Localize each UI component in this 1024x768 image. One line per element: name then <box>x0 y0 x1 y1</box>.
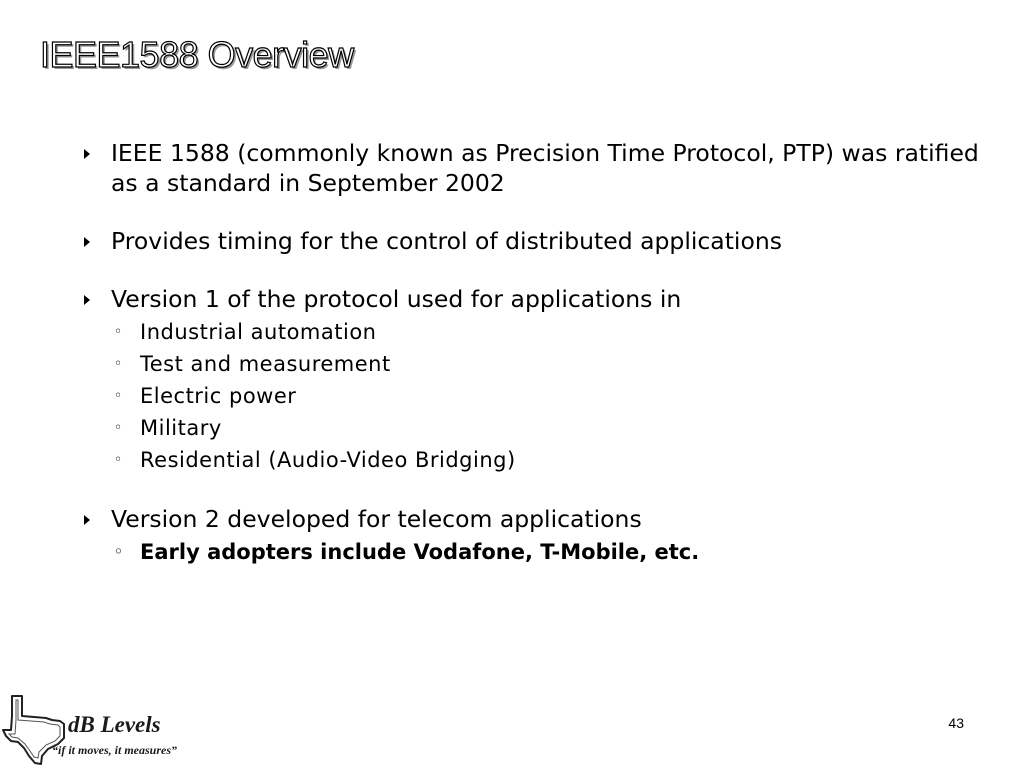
bullet-text: Version 2 developed for telecom applications <box>111 505 642 533</box>
page-number: 43 <box>948 715 964 731</box>
circle-bullet-icon: ◦ <box>114 452 123 468</box>
bullet-group <box>84 504 984 568</box>
sub-bullet-item <box>84 536 984 568</box>
triangle-bullet-icon <box>84 149 90 159</box>
bullet-text: Version 1 of the protocol used for applications in <box>111 285 682 313</box>
slide-title: IEEE1588 Overview <box>40 34 354 75</box>
circle-bullet-icon: ◦ <box>114 544 123 560</box>
bullet-group <box>84 284 984 476</box>
sub-bullet-item <box>84 380 984 412</box>
bullet-group <box>84 138 984 198</box>
sub-bullet-item <box>84 444 984 476</box>
sub-bullet-item <box>84 348 984 380</box>
bullet-text: IEEE 1588 (commonly known as Precision Time Protocol, PTP) was ratified as a standard in September 2002 <box>111 139 979 197</box>
sub-bullet-item <box>84 412 984 444</box>
sub-bullet-text: Military <box>140 416 222 440</box>
sub-bullet-text: Test and measurement <box>140 352 391 376</box>
company-logo <box>0 690 200 768</box>
sub-bullet-list <box>84 316 984 476</box>
bullet-item <box>84 284 984 314</box>
sub-bullet-text: Industrial automation <box>140 320 377 344</box>
logo-name: dB Levels <box>68 712 161 737</box>
circle-bullet-icon: ◦ <box>114 356 123 372</box>
circle-bullet-icon: ◦ <box>114 388 123 404</box>
circle-bullet-icon: ◦ <box>114 420 123 436</box>
sub-bullet-text: Residential (Audio-Video Bridging) <box>140 448 516 472</box>
sub-bullet-text: Electric power <box>140 384 297 408</box>
bullet-item <box>84 138 984 198</box>
bullet-list <box>84 138 984 596</box>
logo-tagline: “if it moves, it measures” <box>52 743 177 757</box>
sub-bullet-text: Early adopters include Vodafone, T-Mobile, etc. <box>140 540 700 564</box>
bullet-item <box>84 504 984 534</box>
triangle-bullet-icon <box>84 295 90 305</box>
bullet-group <box>84 226 984 256</box>
sub-bullet-item <box>84 316 984 348</box>
bullet-item <box>84 226 984 256</box>
triangle-bullet-icon <box>84 515 90 525</box>
triangle-bullet-icon <box>84 237 90 247</box>
sub-bullet-list <box>84 536 984 568</box>
bullet-text: Provides timing for the control of distributed applications <box>111 227 782 255</box>
circle-bullet-icon: ◦ <box>114 324 123 340</box>
